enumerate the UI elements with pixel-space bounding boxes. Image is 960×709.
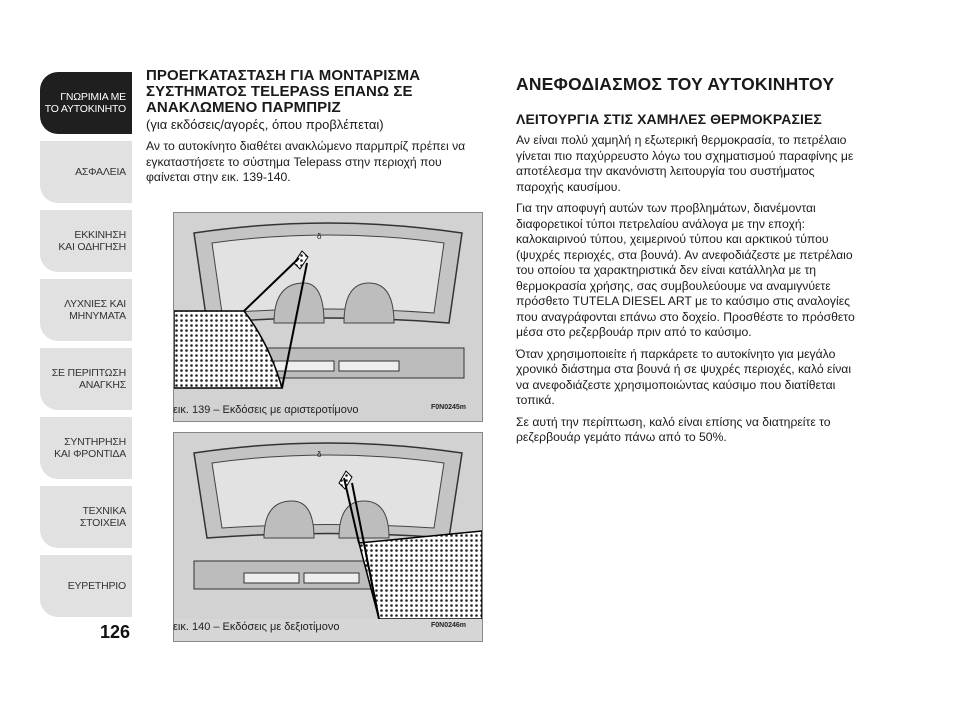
chapter-index-sidebar <box>40 72 132 624</box>
tab-getting-to-know-car[interactable] <box>40 72 132 134</box>
tab-label: ΣΥΝΤΗΡΗΣΗ ΚΑΙ ΦΡΟΝΤΙΔΑ <box>54 436 126 460</box>
figure-139-illustration <box>173 212 483 422</box>
tab-label: ΤΕΧΝΙΚΑ ΣΤΟΙΧΕΙΑ <box>79 505 126 529</box>
tab-label: ΑΣΦΑΛΕΙΑ <box>75 166 126 178</box>
section-heading-telepass: ΠΡΟΕΓΚΑΤΑΣΤΑΣΗ ΓΙΑ ΜΟΝΤΑΡΙΣΜΑ ΣΥΣΤΗΜΑΤΟΣ TELEPASS ΕΠΑΝΩ ΣΕ ΑΝΑΚΛΩΜΕΝΟ ΠΑΡΜΠΡΙΖ <box>146 67 421 116</box>
figure-140-code: F0N0246m <box>431 622 467 629</box>
tab-maintenance[interactable] <box>40 417 132 479</box>
telepass-paragraph: Αν το αυτοκίνητο διαθέτει ανακλώμενο παρμπρίζ πρέπει να εγκαταστήσετε το σύστημα Telepass στην περιοχή που φαίνεται στην εικ. 139-140. <box>146 139 466 184</box>
low-temperature-subheading: ΛΕΙΤΟΥΡΓΙΑ ΣΤΙΣ ΧΑΜΗΛΕΣ ΘΕΡΜΟΚΡΑΣΙΕΣ <box>516 111 822 127</box>
tab-label: ΛΥΧΝΙΕΣ ΚΑΙ ΜΗΝΥΜΑΤΑ <box>64 298 126 322</box>
tab-index[interactable] <box>40 555 132 617</box>
tab-label: ΓΝΩΡΙΜΙΑ ΜΕ ΤΟ ΑΥΤΟΚΙΝΗΤΟ <box>44 91 126 115</box>
page-number: 126 <box>100 622 131 642</box>
tab-warning-lights[interactable] <box>40 279 132 341</box>
tab-label: ΣΕ ΠΕΡΙΠΤΩΣΗ ΑΝΑΓΚΗΣ <box>51 367 126 391</box>
tab-label: ΕΚΚΙΝΗΣΗ ΚΑΙ ΟΔΗΓΗΣΗ <box>58 229 126 253</box>
refuelling-heading: ΑΝΕΦΟΔΙΑΣΜΟΣ ΤΟΥ ΑΥΤΟΚΙΝΗΤΟΥ <box>516 74 835 94</box>
figure-140-caption: εικ. 140 – Εκδόσεις με δεξιοτίμονο <box>173 621 340 633</box>
tab-starting-driving[interactable] <box>40 210 132 272</box>
tab-safety[interactable] <box>40 141 132 203</box>
svg-text:δ: δ <box>317 450 322 459</box>
figure-140-illustration <box>173 432 483 642</box>
section-subheading: (για εκδόσεις/αγορές, όπου προβλέπεται) <box>146 117 384 132</box>
paragraph-2: Για την αποφυγή αυτών των προβλημάτων, διανέμονται διαφορετικοί τύποι πετρελαίου ανάλογα με την εποχή: καλοκαιρινού τύπου, χειμερινού τύπου και αρκτικού τύπου (ψυχρές περιοχές, στα βουνά). Αν ανεφοδιάζεστε με πετρέλαιο του οποίου τα χαρακτηριστικά δεν είναι κατάλληλα με τη θερμοκρασία χρήσης, σας συμβουλεύουμε να αναμιγνύετε πρόσθετο TUTELA DIESEL ART με το καύσιμο στις αναλογίες που αναγράφονται επάνω στο δοχείο. Προσθέστε το πρόσθετο μέσα στο ρεζερβουάρ πριν από το καύσιμο. <box>516 201 855 339</box>
paragraph-3: Όταν χρησιμοποιείτε ή παρκάρετε το αυτοκίνητο για μεγάλο χρονικό διάστημα στα βουνά ή σε ψυχρές περιοχές, καλό είναι να ανεφοδιάζεστε χρησιμοποιώντας καύσιμο που διατίθεται τοπικά. <box>516 346 852 407</box>
figure-139-code: F0N0245m <box>431 404 467 411</box>
tab-technical-data[interactable] <box>40 486 132 548</box>
paragraph-4: Σε αυτή την περίπτωση, καλό είναι επίσης να διατηρείτε το ρεζερβουάρ γεμάτο πάνω από το 50%. <box>516 414 831 444</box>
svg-text:δ: δ <box>317 232 322 241</box>
paragraph-1: Αν είναι πολύ χαμηλή η εξωτερική θερμοκρασία, το πετρέλαιο γίνεται πιο παχύρρευστο λόγω του σχηματισμού παραφίνης με αποτέλεσμα την ακανόνιστη λειτουργία του συστήματος παροχής καυσίμου. <box>516 133 854 194</box>
tab-emergency[interactable] <box>40 348 132 410</box>
figure-139-caption: εικ. 139 – Εκδόσεις με αριστεροτίμονο <box>173 404 359 416</box>
right-column <box>516 74 861 446</box>
left-column <box>146 68 486 186</box>
tab-label: ΕΥΡΕΤΗΡΙΟ <box>67 580 126 592</box>
